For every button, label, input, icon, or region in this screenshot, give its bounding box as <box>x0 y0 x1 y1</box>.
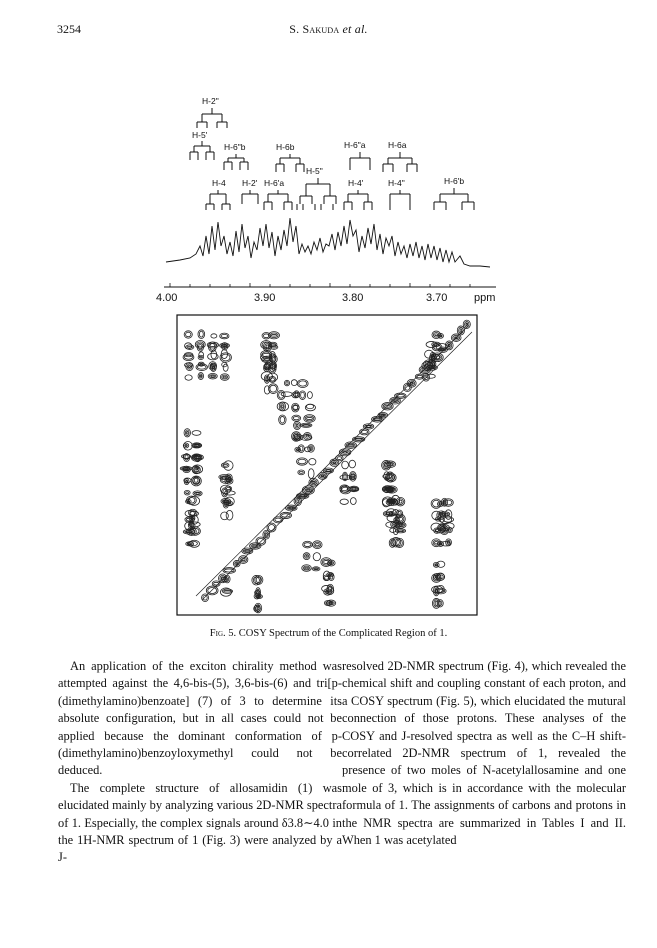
label-h6ppa: H-6"a <box>344 140 366 150</box>
tick-3-70: 3.70 <box>426 292 448 304</box>
running-header <box>0 22 657 38</box>
label-h2p: H-2' <box>242 178 258 188</box>
label-h6a: H-6a <box>388 140 407 150</box>
figure-caption <box>0 628 657 639</box>
label-h6b: H-6b <box>276 142 295 152</box>
spectrum-trace <box>166 218 490 267</box>
running-head-etal: et al. <box>342 22 368 36</box>
caption-text: COSY Spectrum of the Complicated Region of 1. <box>238 628 448 639</box>
label-h4pp: H-4" <box>388 178 405 188</box>
label-h4: H-4 <box>212 178 226 188</box>
paragraph-structure: The complete structure of allosamidin (1) was elucidated mainly by analyzing various 2D-NMR spectra of 1. Especially, the complex signals around δ3.8∼4.0 in the 1H-NMR spectrum of 1 (Fig. 3) were analyzed by a J- <box>58 780 342 865</box>
label-h6pb: H-6'b <box>444 176 465 186</box>
cosy-2d-plot <box>176 314 478 616</box>
label-h5p: H-5' <box>192 130 208 140</box>
running-head <box>0 22 657 37</box>
tick-4-00: 4.00 <box>156 292 178 304</box>
label-h6ppb: H-6"b <box>224 142 246 152</box>
paragraph-continued: resolved 2D-NMR spectrum (Fig. 4), which revealed the chemical shift and coupling constant of each proton, and a COSY spectrum (Fig. 5), which elucidated the mutural connection of those protons. These analyses of the COSY and J-resolved spectra as well as the C–H shift-correlated 2D-NMR spectrum of 1, revealed the presence of two moles of N-acetylallosamine and one mole of 3, which is in accordance with the molecular formula of 1. The assignments of carbons and protons in the NMR spectra are summarized in Tables I and II. When 1 was acetylated <box>342 659 626 848</box>
tick-3-90: 3.90 <box>254 292 276 304</box>
label-h6pa: H-6'a <box>264 178 285 188</box>
multiplet-trees <box>190 108 474 210</box>
caption-prefix: Fig. 5. <box>209 628 237 639</box>
ppm-axis <box>156 283 496 304</box>
axis-unit: ppm <box>474 292 496 304</box>
label-h2pp: H-2" <box>202 96 219 106</box>
running-head-authors: S. Sakuda <box>289 22 340 36</box>
label-h5pp: H-5" <box>306 166 323 176</box>
right-column <box>342 658 626 849</box>
page-number: 3254 <box>57 22 81 36</box>
tick-3-80: 3.80 <box>342 292 364 304</box>
nmr-1d-spectrum <box>150 86 510 316</box>
paragraph-exciton: An application of the exciton chirality method was attempted against the 4,6-bis-(5), 3,6-bis-(6) and tri[p-(dimethylamino)benzoate] (7) of 3 to determine its absolute configuration, but in all cases could not be applied because the dominant conformation of p-(dimethylamino)benzoyloxymethyl could not be deduced. <box>58 659 342 778</box>
label-h4p: H-4' <box>348 178 364 188</box>
left-column <box>58 658 342 867</box>
